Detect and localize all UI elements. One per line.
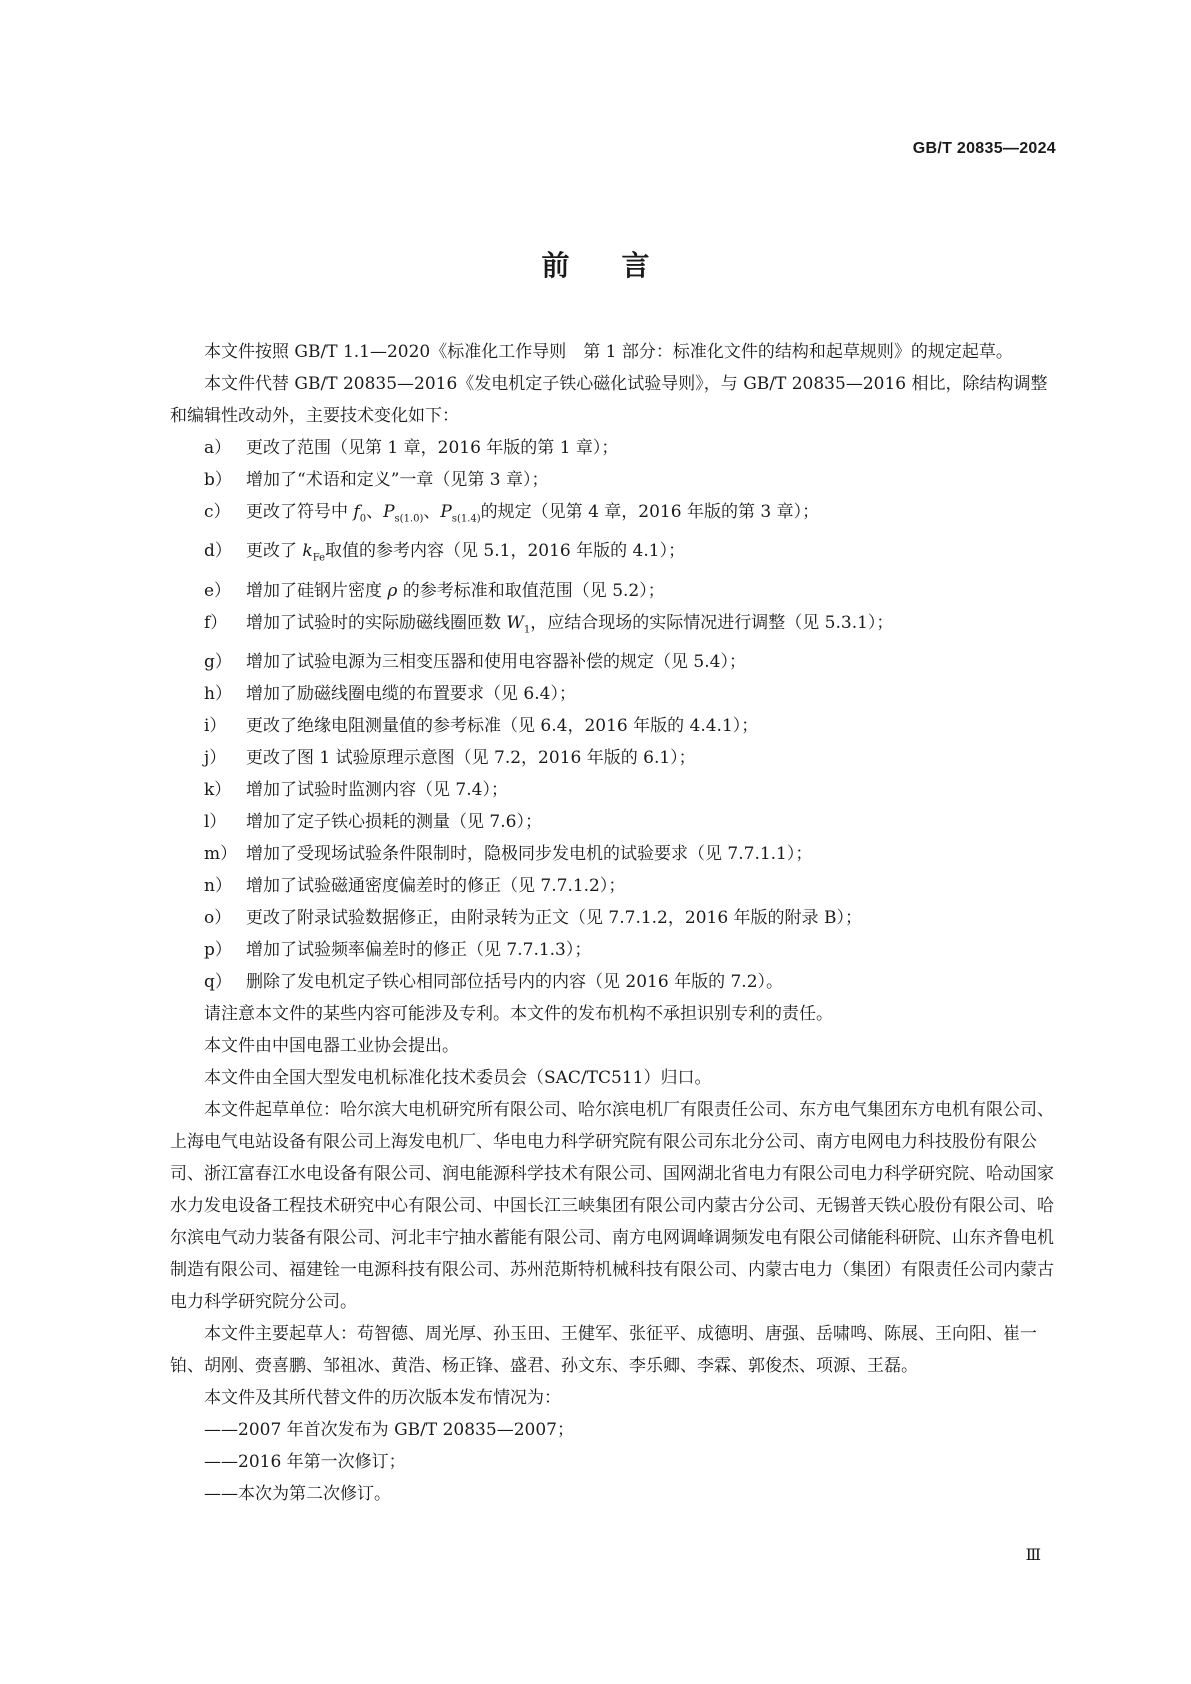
change-item-o: o） 更改了附录试验数据修正，由附录转为正文（见 7.7.1.2，2016 年版的附录 B）； bbox=[204, 908, 862, 929]
change-item-i: i） 更改了绝缘电阻测量值的参考标准（见 6.4，2016 年版的 4.4.1）； bbox=[204, 716, 759, 737]
change-item-j: j） 更改了图 1 试验原理示意图（见 7.2，2016 年版的 6.1）； bbox=[204, 748, 696, 769]
change-item-g: g） 增加了试验电源为三相变压器和使用电容器补偿的规定（见 5.4）； bbox=[204, 652, 746, 673]
version-history-list bbox=[170, 1414, 1058, 1510]
change-item-c: c） 更改了符号中 $f_0$、$P_{s(1.0)}$、$P_{s(1.4)}$的规定（见第 4 章，2016 年版的第 3 章）； bbox=[204, 502, 820, 525]
change-item-k: k） 增加了试验时监测内容（见 7.4）； bbox=[204, 780, 508, 801]
intro-paragraph-2: 本文件代替 GB/T 20835—2016《发电机定子铁心磁化试验导则》，与 GB/T 20835—2016 相比，除结构调整和编辑性改动外，主要技术变化如下： bbox=[170, 374, 1048, 426]
changes-list bbox=[170, 432, 1058, 998]
change-item-e: e） 增加了硅钢片密度 ρ 的参考标准和取值范围（见 5.2）； bbox=[204, 580, 665, 601]
change-item-h: h） 增加了励磁线圈电缆的布置要求（见 6.4）； bbox=[204, 684, 576, 705]
patent-notice: 请注意本文件的某些内容可能涉及专利。本文件的发布机构不承担识别专利的责任。 bbox=[204, 1004, 833, 1025]
change-item-m: m） 增加了受现场试验条件限制时，隐极同步发电机的试验要求（见 7.7.1.1）； bbox=[204, 844, 813, 865]
change-item-a: a） 更改了范围（见第 1 章，2016 年版的第 1 章）； bbox=[204, 438, 619, 458]
change-item-q: q） 删除了发电机定子铁心相同部位括号内的内容（见 2016 年版的 7.2）。 bbox=[204, 972, 784, 993]
intro-paragraph-1: 本文件按照 GB/T 1.1—2020《标准化工作导则 第 1 部分：标准化文件的结构和起草规则》的规定起草。 bbox=[204, 342, 1013, 362]
centralized-by: 本文件由全国大型发电机标准化技术委员会（SAC/TC511）归口。 bbox=[204, 1068, 712, 1089]
history-item: ——2007 年首次发布为 GB/T 20835—2007； bbox=[204, 1420, 574, 1441]
change-item-d: d） 更改了 $k_{Fe}$取值的参考内容（见 5.1，2016 年版的 4.1）； bbox=[204, 541, 686, 564]
change-item-l: l） 增加了定子铁心损耗的测量（见 7.6）； bbox=[204, 812, 542, 833]
standard-code: GB/T 20835—2024 bbox=[912, 140, 1056, 157]
document-body bbox=[170, 336, 1058, 1510]
page-number: Ⅲ bbox=[1025, 1547, 1041, 1564]
change-item-b: b） 增加了“术语和定义”一章（见第 3 章）； bbox=[204, 470, 549, 490]
change-item-p: p） 增加了试验频率偏差时的修正（见 7.7.1.3）； bbox=[204, 940, 592, 961]
proposed-by: 本文件由中国电器工业协会提出。 bbox=[204, 1036, 459, 1057]
history-item: ——2016 年第一次修订； bbox=[204, 1452, 406, 1473]
change-item-n: n） 增加了试验磁通密度偏差时的修正（见 7.7.1.2）； bbox=[204, 876, 626, 897]
page-title: 前言 bbox=[541, 249, 702, 282]
main-drafters: 本文件主要起草人：苟智德、周光厚、孙玉田、王健军、张征平、成德明、唐强、岳啸鸣、陈展、王向阳、崔一铂、胡刚、赍喜鹏、邹祖冰、黄浩、杨正锋、盛君、孙文东、李乐卿、李霖、郭俊杰、项源、王磊。 bbox=[170, 1324, 1037, 1377]
drafting-units: 本文件起草单位：哈尔滨大电机研究所有限公司、哈尔滨电机厂有限责任公司、东方电气集团东方电机有限公司、上海电气电站设备有限公司上海发电机厂、华电电力科学研究院有限公司东北分公司、南方电网电力科技股份有限公司、浙江富春江水电设备有限公司、润电能源科学技术有限公司、国网湖北省电力有限公司电力科学研究院、哈动国家水力发电设备工程技术研究中心有限公司、中国长江三峡集团有限公司内蒙古分公司、无锡普天铁心股份有限公司、哈尔滨电气动力装备有限公司、河北丰宁抽水蓄能有限公司、南方电网调峰调频发电有限公司储能科研院、山东齐鲁电机制造有限公司、福建铨一电源科技有限公司、苏州范斯特机械科技有限公司、内蒙古电力（集团）有限责任公司内蒙古电力科学研究院分公司。 bbox=[170, 1100, 1054, 1313]
history-item: ——本次为第二次修订。 bbox=[204, 1484, 391, 1505]
version-history-intro: 本文件及其所代替文件的历次版本发布情况为： bbox=[204, 1388, 561, 1409]
change-item-f: f） 增加了试验时的实际励磁线圈匝数 $W_1$，应结合现场的实际情况进行调整（见 5.3.1）； bbox=[204, 612, 894, 636]
